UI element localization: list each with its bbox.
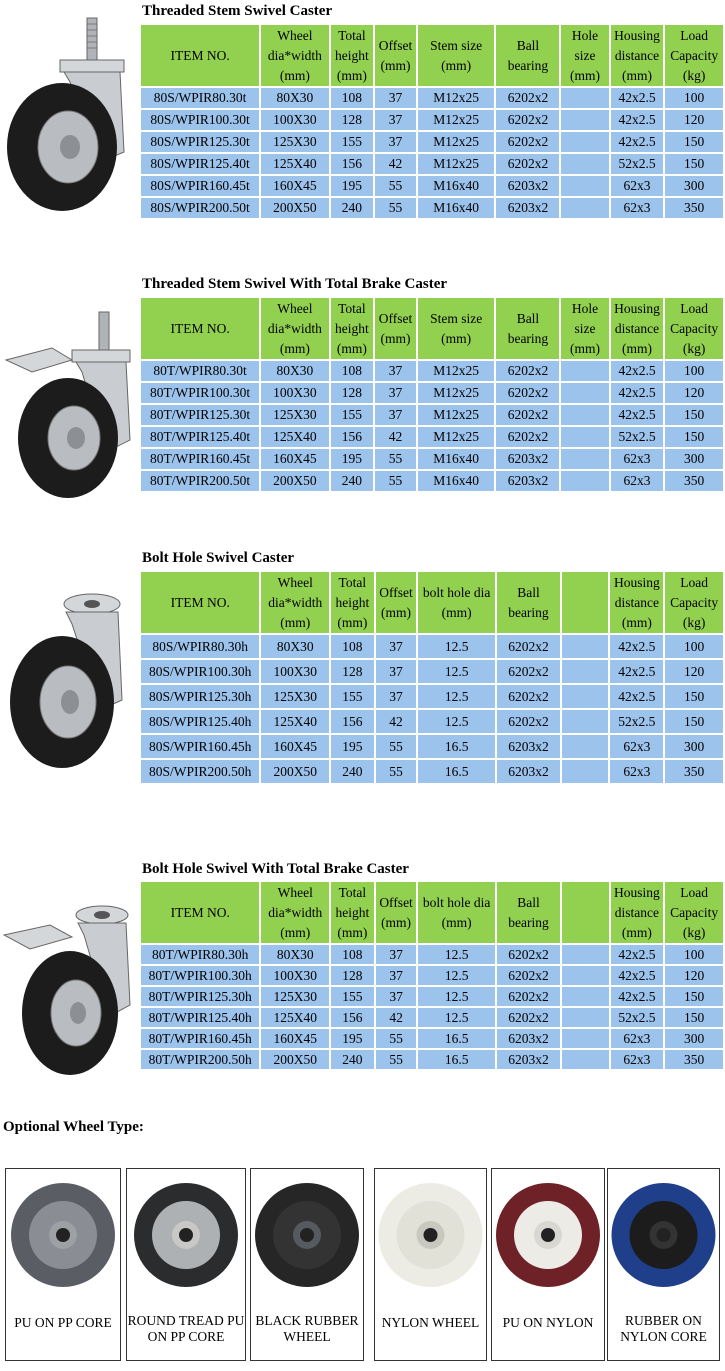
table-cell: 155 [331, 132, 374, 152]
table-cell: 62x3 [611, 449, 664, 469]
table-cell: 62x3 [611, 471, 664, 491]
table-cell: 128 [331, 110, 374, 130]
column-header: Offset (mm) [375, 298, 416, 359]
table-cell: 6202x2 [496, 132, 559, 152]
table-cell: 300 [665, 449, 723, 469]
nylon-wheel-icon [375, 1169, 486, 1299]
table-cell: 100X30 [261, 383, 328, 403]
table-row [141, 945, 723, 964]
table-cell: 150 [665, 154, 723, 174]
table-cell: 37 [376, 685, 417, 708]
wheel-type-card [126, 1168, 246, 1361]
table-cell: 80T/WPIR125.40h [141, 1008, 259, 1027]
table-cell: 6203x2 [497, 760, 560, 783]
table-cell: 80T/WPIR160.45t [141, 449, 259, 469]
table-cell: 62x3 [610, 735, 663, 758]
table-cell: 80S/WPIR160.45t [141, 176, 259, 196]
table-cell [562, 945, 608, 964]
table-cell: 37 [375, 132, 416, 152]
table-cell: 6202x2 [497, 685, 560, 708]
pu-on-pp-core-wheel-icon [6, 1169, 120, 1299]
table-cell: 150 [665, 132, 723, 152]
table-cell: 55 [375, 471, 416, 491]
table-cell: 12.5 [418, 945, 494, 964]
table-cell: 128 [331, 966, 374, 985]
table-cell: 80S/WPIR125.30t [141, 132, 259, 152]
table-cell: 62x3 [611, 198, 664, 218]
table-cell: 6202x2 [496, 154, 559, 174]
table-cell: M12x25 [418, 88, 495, 108]
table-cell: 37 [375, 110, 416, 130]
table-cell: 350 [665, 760, 723, 783]
table-cell: 80T/WPIR80.30t [141, 361, 259, 381]
column-header: Ball bearing [497, 882, 560, 943]
table-cell: 200X50 [261, 1050, 329, 1069]
table-cell: 6202x2 [497, 635, 560, 658]
wheel-type-label: PU ON PP CORE [14, 1315, 112, 1330]
table-cell: 6202x2 [496, 110, 559, 130]
table-cell: 62x3 [611, 1029, 664, 1048]
column-header: ITEM NO. [141, 572, 259, 633]
table-cell: M12x25 [418, 132, 495, 152]
table-cell: 42 [376, 710, 417, 733]
column-header: Ball bearing [496, 25, 559, 86]
table-cell: 6203x2 [497, 735, 560, 758]
table-cell: 80S/WPIR125.30h [141, 685, 259, 708]
table-cell: 42x2.5 [611, 361, 664, 381]
table-cell: 12.5 [418, 635, 494, 658]
table-row [141, 1029, 723, 1048]
table-cell: 37 [375, 383, 416, 403]
column-header: Offset (mm) [375, 25, 416, 86]
table-cell: 42x2.5 [610, 660, 663, 683]
table-cell: 55 [376, 760, 417, 783]
table-cell: 150 [665, 987, 723, 1006]
table-cell: 37 [375, 361, 416, 381]
table-cell: 156 [331, 1008, 374, 1027]
column-header: ITEM NO. [141, 882, 259, 943]
table-cell: M12x25 [418, 383, 495, 403]
column-header: Wheel dia*width (mm) [261, 882, 329, 943]
table-cell: 100X30 [261, 110, 328, 130]
table-cell: 125X40 [261, 427, 328, 447]
table-cell: 12.5 [418, 660, 494, 683]
table-cell: 156 [331, 154, 374, 174]
table-cell: 300 [665, 1029, 723, 1048]
table-cell: 16.5 [418, 735, 494, 758]
table-cell: 6202x2 [496, 361, 559, 381]
table-cell: 125X40 [261, 154, 328, 174]
table-cell: 120 [665, 383, 723, 403]
table-cell: 80T/WPIR125.30t [141, 405, 259, 425]
table-cell: 37 [376, 660, 417, 683]
column-header: Total height (mm) [331, 882, 374, 943]
column-header: Total height (mm) [331, 572, 374, 633]
column-header: Housing distance (mm) [611, 298, 664, 359]
table-cell: 160X45 [261, 735, 329, 758]
table-cell: 120 [665, 660, 723, 683]
wheel-type-label: RUBBER ON NYLON CORE [620, 1313, 707, 1344]
table-cell: 55 [376, 1050, 417, 1069]
table-cell: 42x2.5 [611, 88, 664, 108]
bolt-hole-brake-caster-image [2, 905, 138, 1085]
table-cell: 200X50 [261, 198, 328, 218]
table-cell: 42x2.5 [611, 987, 664, 1006]
table-cell: M12x25 [418, 361, 495, 381]
wheel-type-card [491, 1168, 605, 1361]
column-header: ITEM NO. [141, 298, 259, 359]
table-cell: 240 [331, 198, 374, 218]
table-cell: 150 [665, 427, 723, 447]
table-cell: 125X40 [261, 1008, 329, 1027]
table-cell: 80T/WPIR200.50t [141, 471, 259, 491]
table-cell: 80T/WPIR100.30h [141, 966, 259, 985]
section-title: Threaded Stem Swivel With Total Brake Caster [142, 276, 448, 292]
table-cell: 6202x2 [497, 945, 560, 964]
table-cell: 108 [331, 945, 374, 964]
table-cell: 108 [331, 635, 374, 658]
table-cell: M12x25 [418, 427, 495, 447]
table-cell: 6203x2 [496, 198, 559, 218]
table-cell: 6202x2 [496, 88, 559, 108]
table-cell: 55 [375, 176, 416, 196]
table-cell: 160X45 [261, 1029, 329, 1048]
column-header: Load Capacity (kg) [665, 25, 723, 86]
table-cell: 12.5 [418, 966, 494, 985]
table-cell: 195 [331, 176, 374, 196]
table-cell: 6202x2 [497, 966, 560, 985]
table-cell: 55 [376, 735, 417, 758]
column-header: ITEM NO. [141, 25, 259, 86]
column-header: Stem size (mm) [418, 25, 495, 86]
wheel-type-card [250, 1168, 364, 1361]
table-cell: 80S/WPIR100.30h [141, 660, 259, 683]
table-cell: 240 [331, 1050, 374, 1069]
table-cell: 6202x2 [497, 1008, 560, 1027]
table-cell: 155 [331, 405, 374, 425]
table-cell: 80T/WPIR80.30h [141, 945, 259, 964]
table-cell: 16.5 [418, 760, 494, 783]
table-cell: 350 [665, 198, 723, 218]
table-cell: 156 [331, 427, 374, 447]
column-header: Housing distance (mm) [611, 882, 664, 943]
table-cell: 42x2.5 [611, 132, 664, 152]
table-cell: 37 [376, 635, 417, 658]
table-row [141, 987, 723, 1006]
table-cell: 80S/WPIR200.50t [141, 198, 259, 218]
table-cell: 62x3 [610, 760, 663, 783]
black-rubber-wheel-icon [251, 1169, 363, 1299]
table-cell: 42x2.5 [611, 383, 664, 403]
spec-table [139, 880, 725, 1071]
table-cell: 55 [375, 198, 416, 218]
table-cell: 80S/WPIR125.40h [141, 710, 259, 733]
optional-wheel-title: Optional Wheel Type: [3, 1119, 144, 1135]
table-cell: 6203x2 [497, 1029, 560, 1048]
column-header: Housing distance (mm) [610, 572, 663, 633]
table-cell: 125X30 [261, 987, 329, 1006]
wheel-type-label: BLACK RUBBER WHEEL [255, 1313, 359, 1344]
table-cell: 150 [665, 1008, 723, 1027]
table-cell: 6203x2 [497, 1050, 560, 1069]
section-title: Bolt Hole Swivel With Total Brake Caster [142, 861, 409, 877]
column-header: Hole size (mm) [561, 25, 608, 86]
table-cell: M12x25 [418, 405, 495, 425]
table-cell: 100 [665, 361, 723, 381]
table-row [141, 1050, 723, 1069]
section-title: Threaded Stem Swivel Caster [142, 3, 333, 19]
table-row [141, 1008, 723, 1027]
table-cell: 240 [331, 760, 374, 783]
table-cell: M16x40 [418, 471, 495, 491]
table-cell: 195 [331, 1029, 374, 1048]
table-cell: M12x25 [418, 154, 495, 174]
table-cell: 42x2.5 [611, 945, 664, 964]
table-cell: 125X30 [261, 405, 328, 425]
table-cell: 80S/WPIR100.30t [141, 110, 259, 130]
column-header: Wheel dia*width (mm) [261, 572, 329, 633]
table-cell [562, 1050, 608, 1069]
wheel-type-card [607, 1168, 720, 1361]
column-header: Housing distance (mm) [611, 25, 664, 86]
table-cell: 160X45 [261, 176, 328, 196]
column-header: Load Capacity (kg) [665, 882, 723, 943]
column-header: Load Capacity (kg) [665, 298, 723, 359]
table-cell: 37 [376, 966, 417, 985]
table-cell: 37 [375, 88, 416, 108]
table-cell: 300 [665, 735, 723, 758]
table-cell: 12.5 [418, 1008, 494, 1027]
table-cell: 6203x2 [496, 449, 559, 469]
table-cell: 42 [375, 154, 416, 174]
table-cell: 6203x2 [496, 471, 559, 491]
column-header: Load Capacity (kg) [665, 572, 723, 633]
table-cell: 128 [331, 660, 374, 683]
table-cell: 12.5 [418, 987, 494, 1006]
table-cell: 52x2.5 [611, 1008, 664, 1027]
table-cell: 108 [331, 88, 374, 108]
wheel-type-card [5, 1168, 121, 1361]
table-cell: 80X30 [261, 635, 329, 658]
table-cell: 80T/WPIR125.30h [141, 987, 259, 1006]
table-cell: 52x2.5 [611, 154, 664, 174]
table-cell: 100 [665, 88, 723, 108]
table-cell: M16x40 [418, 176, 495, 196]
table-cell: 150 [665, 405, 723, 425]
table-cell: 16.5 [418, 1050, 494, 1069]
table-cell: 80X30 [261, 945, 329, 964]
table-cell: 12.5 [418, 685, 494, 708]
table-cell: 80S/WPIR200.50h [141, 760, 259, 783]
table-cell: 80X30 [261, 361, 328, 381]
table-cell: 42x2.5 [611, 966, 664, 985]
wheel-type-label: NYLON WHEEL [381, 1315, 480, 1330]
table-cell: 125X30 [261, 132, 328, 152]
table-cell: 100X30 [261, 660, 329, 683]
table-cell [562, 1029, 608, 1048]
table-cell: 42x2.5 [610, 685, 663, 708]
table-cell: 16.5 [418, 1029, 494, 1048]
table-cell: M16x40 [418, 449, 495, 469]
pu-on-nylon-wheel-icon [492, 1169, 604, 1299]
table-cell: M12x25 [418, 110, 495, 130]
table-cell: 6202x2 [496, 405, 559, 425]
round-tread-wheel-icon [127, 1169, 245, 1299]
table-cell: 6203x2 [496, 176, 559, 196]
table-cell: 160X45 [261, 449, 328, 469]
table-cell: 6202x2 [497, 660, 560, 683]
table-cell: 42 [376, 1008, 417, 1027]
table-cell [562, 987, 608, 1006]
wheel-type-label: ROUND TREAD PU ON PP CORE [127, 1313, 245, 1344]
table-cell: 80T/WPIR200.50h [141, 1050, 259, 1069]
column-header: Stem size (mm) [418, 298, 495, 359]
table-cell [562, 1008, 608, 1027]
wheel-type-card [374, 1168, 487, 1361]
table-cell: 300 [665, 176, 723, 196]
table-cell [562, 966, 608, 985]
table-cell: 150 [665, 685, 723, 708]
column-header: Wheel dia*width (mm) [261, 298, 328, 359]
column-header: Offset (mm) [376, 882, 417, 943]
table-cell: 37 [376, 987, 417, 1006]
table-cell: 80T/WPIR125.40t [141, 427, 259, 447]
table-cell: 80X30 [261, 88, 328, 108]
column-header: Hole size (mm) [561, 298, 608, 359]
table-cell: 108 [331, 361, 374, 381]
column-header: Total height (mm) [331, 298, 374, 359]
column-header [562, 882, 608, 943]
column-header: Wheel dia*width (mm) [261, 25, 328, 86]
table-cell: 6202x2 [497, 710, 560, 733]
table-cell: 120 [665, 110, 723, 130]
table-cell: 80S/WPIR80.30h [141, 635, 259, 658]
column-header: Total height (mm) [331, 25, 374, 86]
table-cell: 155 [331, 987, 374, 1006]
table-cell: 62x3 [611, 176, 664, 196]
column-header: Offset (mm) [376, 572, 417, 633]
table-cell: 52x2.5 [610, 710, 663, 733]
rubber-on-nylon-wheel-icon [608, 1169, 719, 1299]
section-title: Bolt Hole Swivel Caster [142, 550, 295, 566]
table-cell: 80S/WPIR160.45h [141, 735, 259, 758]
column-header: bolt hole dia (mm) [418, 572, 494, 633]
table-cell: 350 [665, 1050, 723, 1069]
table-cell: 42 [375, 427, 416, 447]
table-cell: 42x2.5 [611, 405, 664, 425]
table-cell: 350 [665, 471, 723, 491]
table-cell: 156 [331, 710, 374, 733]
table-cell: 200X50 [261, 760, 329, 783]
table-cell: M16x40 [418, 198, 495, 218]
table-cell: 62x3 [611, 1050, 664, 1069]
table-cell: 6202x2 [496, 383, 559, 403]
table-cell: 200X50 [261, 471, 328, 491]
table-cell: 80S/WPIR125.40t [141, 154, 259, 174]
table-cell: 195 [331, 449, 374, 469]
table-cell: 195 [331, 735, 374, 758]
table-cell: 100X30 [261, 966, 329, 985]
table-cell: 52x2.5 [611, 427, 664, 447]
table-cell: 100 [665, 635, 723, 658]
table-cell: 42x2.5 [611, 110, 664, 130]
table-cell: 37 [376, 945, 417, 964]
table-cell: 150 [665, 710, 723, 733]
table-cell: 6202x2 [497, 987, 560, 1006]
table-cell: 55 [375, 449, 416, 469]
table-cell: 55 [376, 1029, 417, 1048]
table-cell: 128 [331, 383, 374, 403]
table-row [141, 966, 723, 985]
table-cell: 100 [665, 945, 723, 964]
table-cell: 155 [331, 685, 374, 708]
table-cell: 125X40 [261, 710, 329, 733]
wheel-type-label: PU ON NYLON [502, 1315, 594, 1330]
table-cell: 240 [331, 471, 374, 491]
table-cell: 80T/WPIR160.45h [141, 1029, 259, 1048]
column-header: Ball bearing [496, 298, 559, 359]
column-header: Ball bearing [497, 572, 560, 633]
table-cell: 80S/WPIR80.30t [141, 88, 259, 108]
table-cell: 12.5 [418, 710, 494, 733]
table-cell: 37 [375, 405, 416, 425]
table-cell: 125X30 [261, 685, 329, 708]
table-cell: 42x2.5 [610, 635, 663, 658]
table-cell: 120 [665, 966, 723, 985]
column-header: bolt hole dia (mm) [418, 882, 494, 943]
table-cell: 80T/WPIR100.30t [141, 383, 259, 403]
table-cell: 6202x2 [496, 427, 559, 447]
